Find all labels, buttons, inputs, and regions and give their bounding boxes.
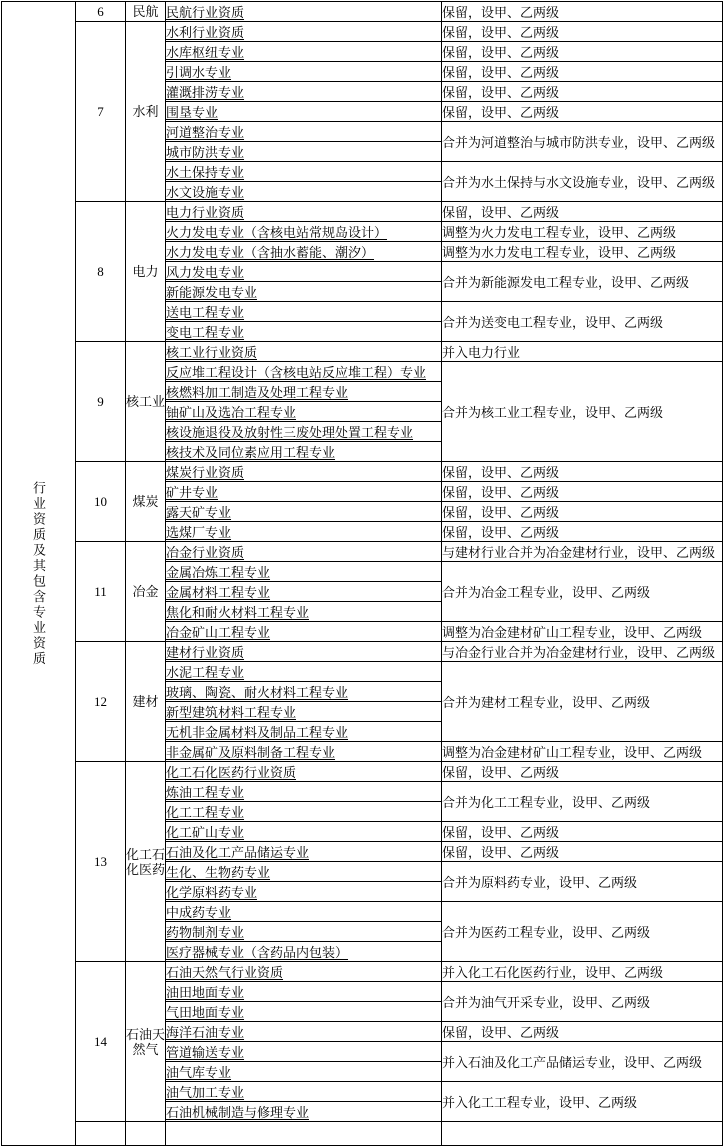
qualification-name: 医疗器械专业（含药品内包装）: [166, 945, 349, 960]
qualification-name: 引调水专业: [166, 65, 232, 80]
section-industry-cell: 建材: [126, 642, 166, 762]
qualification-name-cell: [166, 482, 442, 502]
qualification-name: 管道输送专业: [166, 1045, 245, 1060]
section-number-cell: 6: [76, 2, 126, 22]
disposition-cell: 保留，设甲、乙两级: [442, 842, 723, 862]
qualification-name: 水利行业资质: [166, 25, 245, 40]
qualification-name: 化学原料药专业: [166, 885, 258, 900]
qualification-name-cell: [166, 202, 442, 222]
disposition-cell: 调整为火力发电工程专业，设甲、乙两级: [442, 222, 723, 242]
qualification-name-cell: [166, 2, 442, 22]
qualification-name-cell: [166, 222, 442, 242]
table-row: [2, 542, 723, 562]
qualification-name-cell: [166, 382, 442, 402]
qualification-name-cell: [166, 1042, 442, 1062]
table-row: [2, 962, 723, 982]
disposition-cell: 保留，设甲、乙两级: [442, 62, 723, 82]
section-number-cell: 11: [76, 542, 126, 642]
qualification-name-cell: [166, 702, 442, 722]
disposition-cell: 并入化工石化医药行业，设甲、乙两级: [442, 962, 723, 982]
qualification-name: 电力行业资质: [166, 205, 245, 220]
qualification-name-cell: [166, 642, 442, 662]
disposition-cell: 合并为化工工程专业，设甲、乙两级: [442, 782, 723, 822]
qualification-name-cell: [166, 542, 442, 562]
qualification-name-cell: [166, 182, 442, 202]
qualification-name-cell: [166, 1002, 442, 1022]
empty-cell: [126, 1122, 166, 1146]
qualification-name: 新型建筑材料工程专业: [166, 705, 297, 720]
qualification-name: 水文设施专业: [166, 185, 245, 200]
disposition-cell: 合并为建材工程专业，设甲、乙两级: [442, 662, 723, 742]
qualification-name: 玻璃、陶瓷、耐火材料工程专业: [166, 685, 349, 700]
section-industry-cell: 水利: [126, 22, 166, 202]
qualification-name-cell: [166, 822, 442, 842]
section-number-cell: 10: [76, 462, 126, 542]
disposition-cell: 并入化工工程专业，设甲、乙两级: [442, 1082, 723, 1122]
qualification-name-cell: [166, 442, 442, 462]
document-page: [0, 1, 719, 1120]
section-number-cell: 7: [76, 22, 126, 202]
qualification-name-cell: [166, 742, 442, 762]
section-number-cell: 12: [76, 642, 126, 762]
qualification-name-cell: [166, 602, 442, 622]
disposition-cell: 保留，设甲、乙两级: [442, 1022, 723, 1042]
qualification-name-cell: [166, 782, 442, 802]
qualification-name: 炼油工程专业: [166, 785, 245, 800]
qualification-name-cell: [166, 82, 442, 102]
qualification-name-cell: [166, 242, 442, 262]
qualification-name-cell: [166, 302, 442, 322]
qualification-name-cell: [166, 422, 442, 442]
section-industry-cell: 电力: [126, 202, 166, 342]
section-number-cell: 13: [76, 762, 126, 962]
row-group-label-cell: [2, 2, 76, 1146]
section-industry-cell: 冶金: [126, 542, 166, 642]
qualification-name: 焦化和耐火材料工程专业: [166, 605, 310, 620]
qualification-name: 水库枢纽专业: [166, 45, 245, 60]
disposition-cell: 合并为医药工程专业，设甲、乙两级: [442, 902, 723, 962]
qualification-name: 围垦专业: [166, 105, 219, 120]
qualification-name-cell: [166, 722, 442, 742]
qualification-name-cell: [166, 462, 442, 482]
disposition-cell: 调整为水力发电工程专业，设甲、乙两级: [442, 242, 723, 262]
qualification-name-cell: [166, 662, 442, 682]
section-industry-cell: 石油天然气: [126, 962, 166, 1122]
qualification-name: 非金属矿及原料制备工程专业: [166, 745, 336, 760]
qualification-name: 金属材料工程专业: [166, 585, 271, 600]
empty-cell: [166, 1122, 442, 1146]
qualification-table-body: [2, 2, 723, 1146]
qualification-name-cell: [166, 922, 442, 942]
section-industry-cell: 民航: [126, 2, 166, 22]
qualification-name: 民航行业资质: [166, 5, 245, 20]
qualification-name: 建材行业资质: [166, 645, 245, 660]
disposition-cell: 保留，设甲、乙两级: [442, 202, 723, 222]
qualification-name-cell: [166, 322, 442, 342]
qualification-name: 铀矿山及选冶工程专业: [166, 405, 297, 420]
row-group-vertical-label: 行业资质及其包含专业资质: [31, 480, 46, 667]
disposition-cell: 合并为河道整治与城市防洪专业，设甲、乙两级: [442, 122, 723, 162]
disposition-cell: 保留，设甲、乙两级: [442, 2, 723, 22]
disposition-cell: 合并为原料药专业，设甲、乙两级: [442, 862, 723, 902]
disposition-cell: 保留，设甲、乙两级: [442, 82, 723, 102]
table-row: [2, 642, 723, 662]
disposition-cell: 调整为冶金建材矿山工程专业，设甲、乙两级: [442, 742, 723, 762]
qualification-name-cell: [166, 942, 442, 962]
qualification-name: 河道整治专业: [166, 125, 245, 140]
disposition-cell: 保留，设甲、乙两级: [442, 462, 723, 482]
qualification-name: 生化、生物药专业: [166, 865, 271, 880]
qualification-name: 油田地面专业: [166, 985, 245, 1000]
qualification-name: 中成药专业: [166, 905, 232, 920]
qualification-name-cell: [166, 342, 442, 362]
qualification-name: 送电工程专业: [166, 305, 245, 320]
qualification-name-cell: [166, 902, 442, 922]
qualification-name: 化工工程专业: [166, 805, 245, 820]
qualification-name: 反应堆工程设计（含核电站反应堆工程）专业: [166, 365, 427, 380]
disposition-cell: 合并为水土保持与水文设施专业，设甲、乙两级: [442, 162, 723, 202]
table-row: [2, 22, 723, 42]
qualification-name: 水土保持专业: [166, 165, 245, 180]
qualification-name-cell: [166, 582, 442, 602]
disposition-cell: 保留，设甲、乙两级: [442, 482, 723, 502]
qualification-name-cell: [166, 1062, 442, 1082]
qualification-name-cell: [166, 362, 442, 382]
qualification-name: 灌溉排涝专业: [166, 85, 245, 100]
qualification-table: [1, 1, 723, 1146]
qualification-name-cell: [166, 562, 442, 582]
qualification-name: 核技术及同位素应用工程专业: [166, 445, 336, 460]
qualification-name: 化工矿山专业: [166, 825, 245, 840]
section-number-cell: 8: [76, 202, 126, 342]
qualification-name-cell: [166, 682, 442, 702]
qualification-name: 核设施退役及放射性三废处理处置工程专业: [166, 425, 414, 440]
table-row-clipped: [2, 1122, 723, 1146]
qualification-name-cell: [166, 962, 442, 982]
table-row: [2, 762, 723, 782]
qualification-name: 选煤厂专业: [166, 525, 232, 540]
qualification-name-cell: [166, 142, 442, 162]
qualification-name-cell: [166, 22, 442, 42]
qualification-name: 风力发电专业: [166, 265, 245, 280]
qualification-name: 变电工程专业: [166, 325, 245, 340]
qualification-name: 城市防洪专业: [166, 145, 245, 160]
disposition-cell: 与建材行业合并为冶金建材行业，设甲、乙两级: [442, 542, 723, 562]
qualification-name-cell: [166, 802, 442, 822]
table-row: [2, 2, 723, 22]
qualification-name: 露天矿专业: [166, 505, 232, 520]
qualification-name-cell: [166, 262, 442, 282]
disposition-cell: 保留，设甲、乙两级: [442, 502, 723, 522]
disposition-cell: 调整为冶金建材矿山工程专业，设甲、乙两级: [442, 622, 723, 642]
qualification-name: 冶金行业资质: [166, 545, 245, 560]
qualification-name-cell: [166, 982, 442, 1002]
section-number-cell: 14: [76, 962, 126, 1122]
table-row: [2, 342, 723, 362]
disposition-cell: 合并为核工业工程专业，设甲、乙两级: [442, 362, 723, 462]
section-industry-cell: 煤炭: [126, 462, 166, 542]
qualification-name: 核燃料加工制造及处理工程专业: [166, 385, 349, 400]
qualification-name: 无机非金属材料及制品工程专业: [166, 725, 349, 740]
qualification-name-cell: [166, 162, 442, 182]
disposition-cell: 合并为新能源发电工程专业，设甲、乙两级: [442, 262, 723, 302]
qualification-name: 金属冶炼工程专业: [166, 565, 271, 580]
qualification-name: 海洋石油专业: [166, 1025, 245, 1040]
disposition-cell: 合并为油气开采专业，设甲、乙两级: [442, 982, 723, 1022]
qualification-name: 石油机械制造与修理专业: [166, 1105, 310, 1120]
qualification-name: 石油天然气行业资质: [166, 965, 284, 980]
qualification-name: 油气库专业: [166, 1065, 232, 1080]
disposition-cell: 与冶金行业合并为冶金建材行业，设甲、乙两级: [442, 642, 723, 662]
qualification-name-cell: [166, 862, 442, 882]
qualification-name-cell: [166, 1022, 442, 1042]
table-row: [2, 462, 723, 482]
qualification-name-cell: [166, 122, 442, 142]
qualification-name: 水泥工程专业: [166, 665, 245, 680]
disposition-cell: 合并为冶金工程专业，设甲、乙两级: [442, 562, 723, 622]
disposition-cell: 保留，设甲、乙两级: [442, 822, 723, 842]
qualification-name-cell: [166, 402, 442, 422]
disposition-cell: 合并为送变电工程专业，设甲、乙两级: [442, 302, 723, 342]
qualification-name-cell: [166, 622, 442, 642]
section-industry-cell: 化工石化医药: [126, 762, 166, 962]
qualification-name-cell: [166, 62, 442, 82]
qualification-name-cell: [166, 522, 442, 542]
qualification-name: 石油及化工产品储运专业: [166, 845, 310, 860]
disposition-cell: 保留，设甲、乙两级: [442, 102, 723, 122]
section-number-cell: 9: [76, 342, 126, 462]
qualification-name: 核工业行业资质: [166, 345, 258, 360]
qualification-name: 矿井专业: [166, 485, 219, 500]
qualification-name-cell: [166, 1082, 442, 1102]
disposition-cell: 保留，设甲、乙两级: [442, 22, 723, 42]
qualification-name: 气田地面专业: [166, 1005, 245, 1020]
disposition-cell: 保留，设甲、乙两级: [442, 522, 723, 542]
empty-cell: [442, 1122, 723, 1146]
disposition-cell: 保留，设甲、乙两级: [442, 42, 723, 62]
qualification-name: 水力发电专业（含抽水蓄能、潮汐）: [166, 245, 375, 260]
qualification-name-cell: [166, 762, 442, 782]
qualification-name-cell: [166, 102, 442, 122]
qualification-name: 冶金矿山工程专业: [166, 625, 271, 640]
disposition-cell: 保留，设甲、乙两级: [442, 762, 723, 782]
disposition-cell: 并入石油及化工产品储运专业，设甲、乙两级: [442, 1042, 723, 1082]
qualification-name: 药物制剂专业: [166, 925, 245, 940]
qualification-name-cell: [166, 282, 442, 302]
table-row: [2, 202, 723, 222]
qualification-name: 油气加工专业: [166, 1085, 245, 1100]
qualification-name: 化工石化医药行业资质: [166, 765, 297, 780]
disposition-cell: 并入电力行业: [442, 342, 723, 362]
section-industry-cell: 核工业: [126, 342, 166, 462]
qualification-name: 新能源发电专业: [166, 285, 258, 300]
qualification-name-cell: [166, 1102, 442, 1122]
qualification-name: 煤炭行业资质: [166, 465, 245, 480]
qualification-name-cell: [166, 842, 442, 862]
qualification-name-cell: [166, 882, 442, 902]
qualification-name-cell: [166, 42, 442, 62]
qualification-name: 火力发电专业（含核电站常规岛设计）: [166, 225, 388, 240]
empty-cell: [76, 1122, 126, 1146]
qualification-name-cell: [166, 502, 442, 522]
